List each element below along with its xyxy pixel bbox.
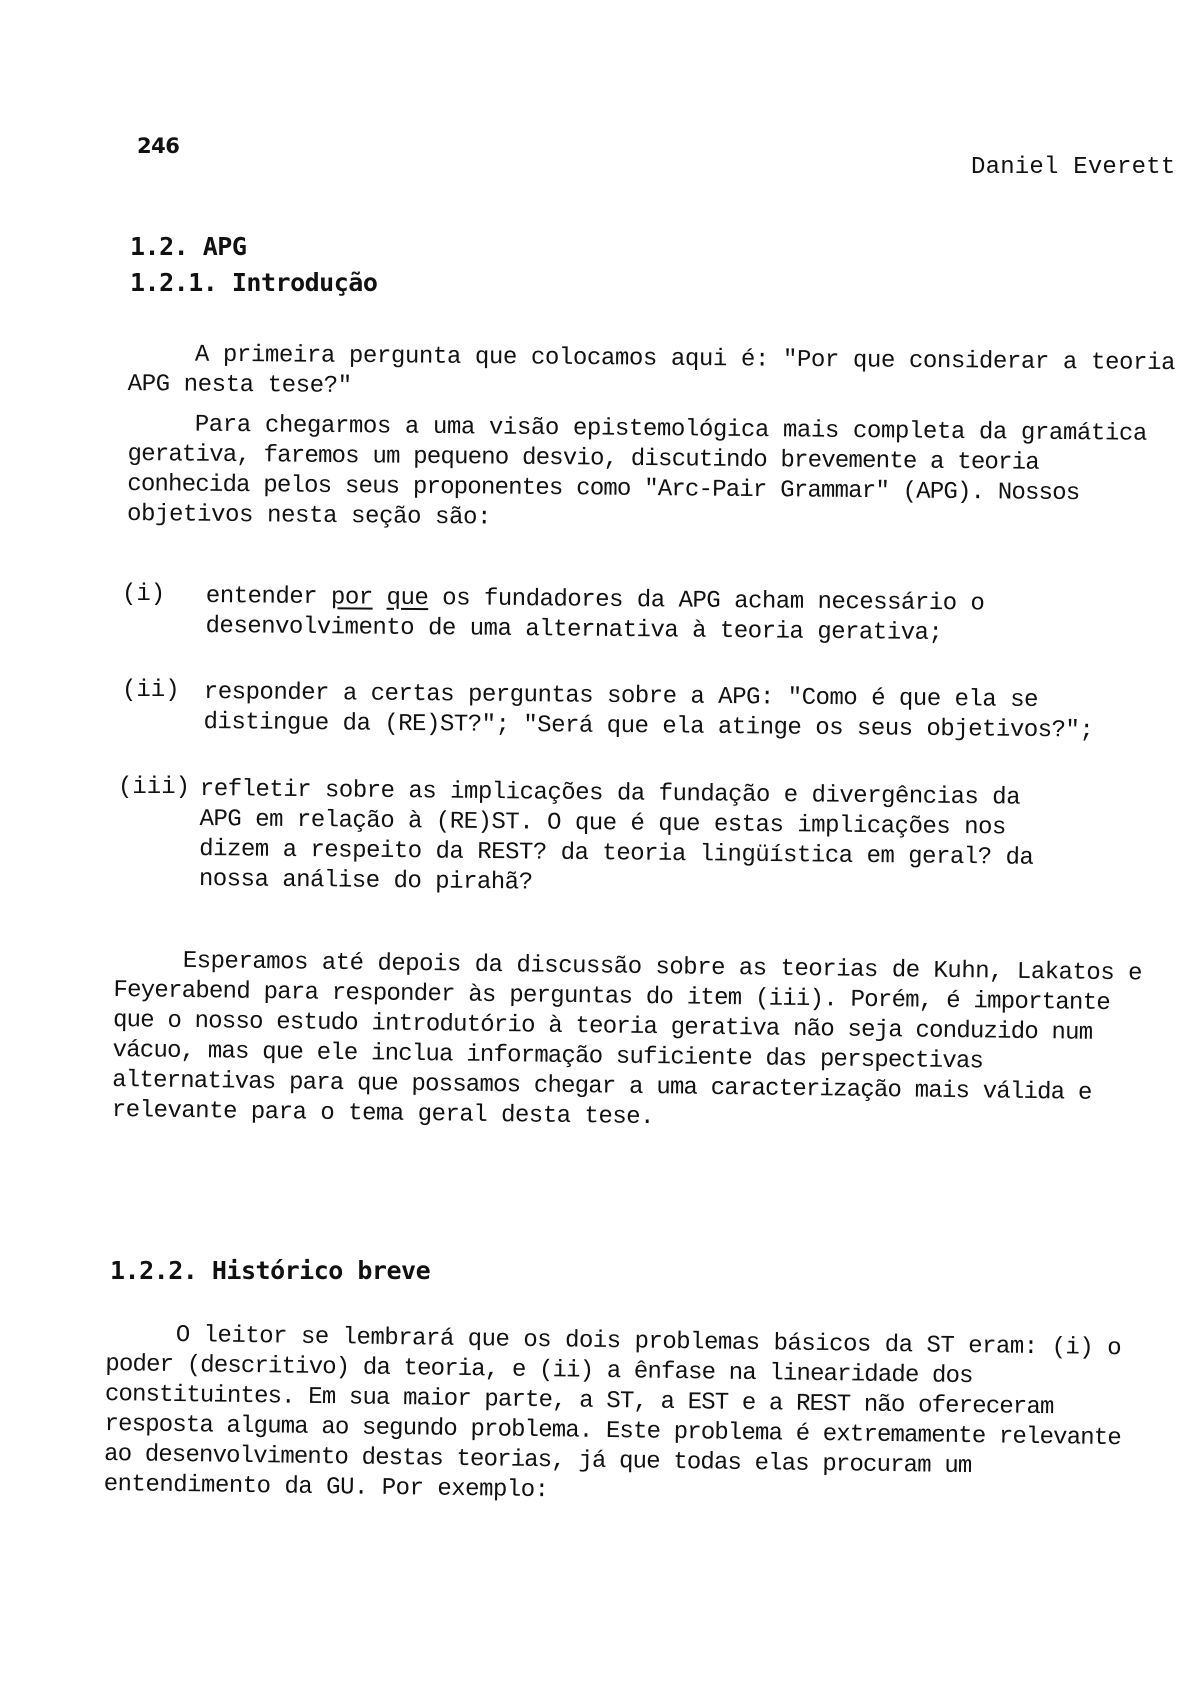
- objective-marker-i: (i): [122, 581, 166, 608]
- paragraph-line: que o nosso estudo introdutório à teoria gerativa não seja conduzido num: [112, 1006, 1093, 1047]
- paragraph-line: APG nesta tese?": [127, 370, 352, 400]
- historico-paragraph: [103, 1320, 1122, 1514]
- paragraph-line: Para chegarmos a uma visão epistemológica mais completa da gramática: [194, 411, 1148, 448]
- objective-line: desenvolvimento de uma alternativa à teoria gerativa;: [205, 612, 943, 648]
- paragraph-line: resposta alguma ao segundo problema. Este problema é extremamente relevante: [104, 1410, 1122, 1453]
- objective-marker-iii: (iii): [118, 774, 191, 801]
- paragraph-line: entendimento da GU. Por exemplo:: [103, 1470, 549, 1505]
- subsection-heading-introducao: 1.2.1. Introdução: [130, 268, 378, 297]
- paragraph-line: poder (descritivo) da teoria, e (ii) a ênfase na linearidade dos: [105, 1350, 973, 1391]
- objective-line: responder a certas perguntas sobre a APG: "Como é que ela se: [203, 678, 1039, 715]
- paragraph-line: Feyerabend para responder às perguntas do item (iii). Porém, é importante: [113, 976, 1111, 1018]
- section-heading: 1.2. APG: [130, 232, 247, 261]
- objective-line: APG em relação à (RE)ST. O que é que estas implicações nos: [199, 805, 1006, 842]
- paragraph-3: [112, 946, 1143, 1139]
- paragraph-line: constituintes. Em sua maior parte, a ST, a EST e a REST não ofereceram: [104, 1380, 1054, 1422]
- objective-ii-text: [203, 678, 1093, 747]
- objective-line: refletir sobre as implicações da fundação e divergências da: [199, 775, 1021, 812]
- objective-text-fragment: os fundadores da APG acham necessário o: [428, 585, 985, 618]
- paragraph-line: objetivos nesta seção são:: [126, 500, 492, 532]
- paragraph-line: relevante para o tema geral desta tese.: [111, 1096, 655, 1132]
- underlined-word-que: que: [386, 584, 429, 613]
- objective-line: nossa análise do pirahã?: [198, 865, 533, 897]
- paragraph-line: Esperamos até depois da discussão sobre as teorias de Kuhn, Lakatos e: [182, 947, 1143, 988]
- intro-paragraph-1: [127, 340, 1175, 409]
- paragraph-line: A primeira pergunta que colocamos aqui é: "Por que considerar a teoria: [194, 341, 1176, 378]
- underlined-word-por: por: [330, 584, 373, 612]
- objective-text-fragment: entender: [205, 582, 332, 612]
- objective-line: distingue da (RE)ST?"; "Será que ela atinge os seus objetivos?";: [203, 708, 1094, 745]
- paragraph-line: gerativa, faremos um pequeno desvio, discutindo brevemente a teoria: [127, 440, 1040, 477]
- paragraph-line: conhecida pelos seus proponentes como "Arc-Pair Grammar" (APG). Nossos: [127, 470, 1080, 508]
- paragraph-line: O leitor se lembrará que os dois problemas básicos da ST eram: (i) o: [175, 1321, 1122, 1363]
- objective-line: dizem a respeito da REST? da teoria lingüística em geral? da: [199, 835, 1034, 872]
- objective-text-fragment: [373, 585, 387, 612]
- objective-iii-text: [199, 775, 1034, 904]
- running-head: Daniel Everett: [971, 154, 1176, 181]
- intro-paragraph-2: [127, 410, 1147, 540]
- objective-i-text: [205, 582, 984, 649]
- paragraph-line: alternativas para que possamos chegar a uma caracterização mais válida e: [112, 1066, 1092, 1107]
- subsection-heading-historico: 1.2.2. Histórico breve: [110, 1256, 431, 1285]
- paragraph-line: vácuo, mas que ele inclua informação suficiente das perspectivas: [112, 1036, 984, 1076]
- page-number: 246: [137, 134, 180, 158]
- objective-marker-ii: (ii): [122, 677, 180, 704]
- paragraph-line: ao desenvolvimento destas teorias, já que todas elas procuram um: [103, 1440, 972, 1481]
